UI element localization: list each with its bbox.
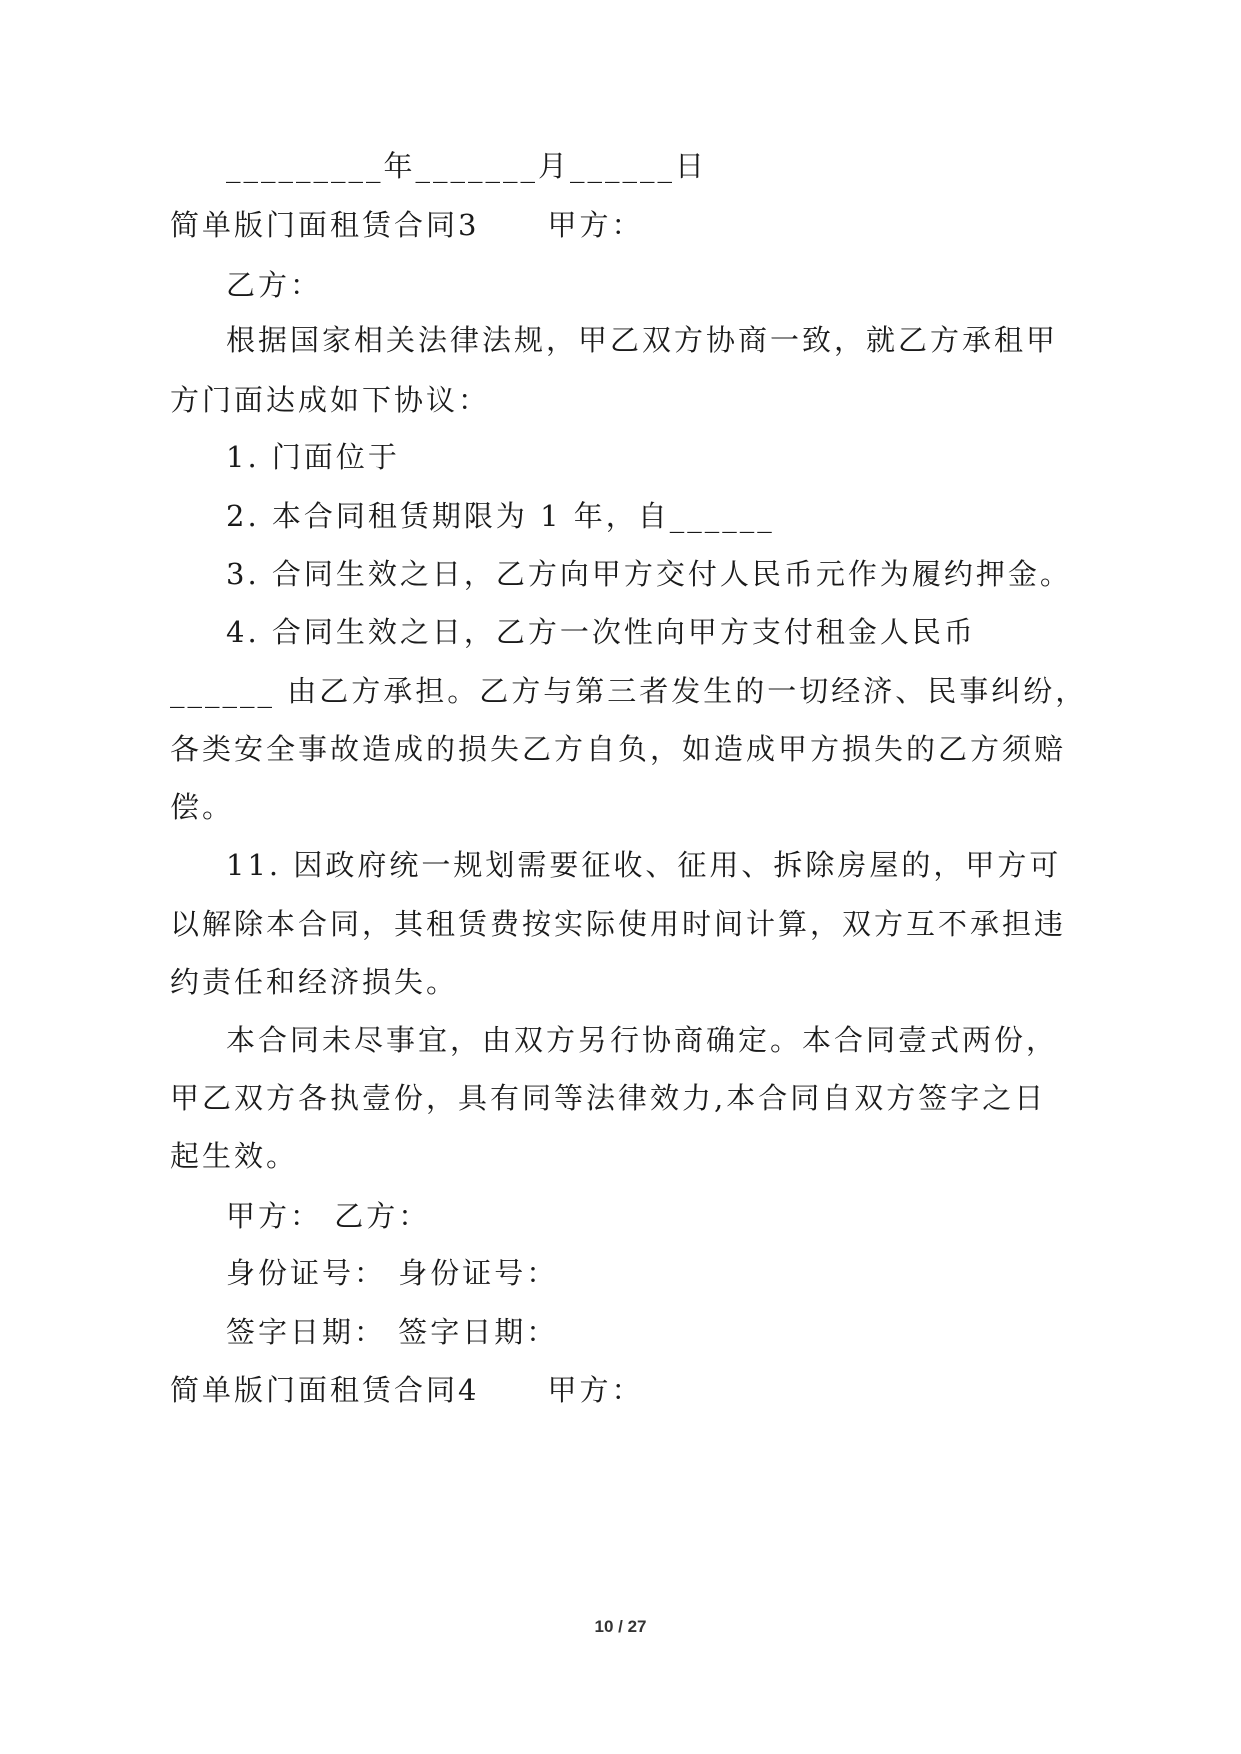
contract-3-title: 简单版门面租赁合同3 (170, 208, 480, 242)
signature-id-numbers: 身份证号： 身份证号： (226, 1256, 559, 1290)
clause-4-line-4: 偿。 (170, 790, 235, 824)
contract-3-intro-line-2: 方门面达成如下协议： (170, 383, 491, 417)
clause-3: 3. 合同生效之日，乙方向甲方交付人民币元作为履约押金。 (226, 557, 1072, 591)
contract-4-party-a: 甲方： (547, 1373, 644, 1407)
closing-line-1: 本合同未尽事宜，由双方另行协商确定。本合同壹式两份， (226, 1023, 1059, 1057)
clause-11-line-3: 约责任和经济损失。 (170, 965, 459, 999)
date-line: _________年_______月______日 (226, 149, 708, 183)
clause-2: 2. 本合同租赁期限为 1 年，自______ (226, 499, 775, 533)
page-number: 10 / 27 (594, 1617, 647, 1636)
signature-parties: 甲方： 乙方： (226, 1199, 431, 1233)
contract-3-party-a: 甲方： (547, 208, 644, 242)
clause-4-line-2: ______ 由乙方承担。乙方与第三者发生的一切经济、民事纠纷， (170, 674, 1088, 708)
signature-dates: 签字日期： 签字日期： (226, 1315, 559, 1349)
contract-4-heading (170, 1370, 643, 1410)
clause-11-line-1: 11. 因政府统一规划需要征收、征用、拆除房屋的，甲方可 (226, 848, 1062, 882)
clause-1: 1. 门面位于 (226, 440, 400, 474)
clause-4-line-3: 各类安全事故造成的损失乙方自负，如造成甲方损失的乙方须赔 (170, 732, 1067, 766)
closing-line-2: 甲乙双方各执壹份，具有同等法律效力,本合同自双方签字之日 (170, 1081, 1047, 1115)
contract-4-title: 简单版门面租赁合同4 (170, 1373, 480, 1407)
clause-11-line-2: 以解除本合同，其租赁费按实际使用时间计算，双方互不承担违 (170, 907, 1067, 941)
contract-3-heading (170, 205, 643, 245)
closing-line-3: 起生效。 (170, 1139, 299, 1173)
contract-3-party-b: 乙方： (226, 268, 323, 302)
clause-4-line-1: 4. 合同生效之日，乙方一次性向甲方支付租金人民币 (226, 615, 976, 649)
contract-3-intro-line-1: 根据国家相关法律法规，甲乙双方协商一致，就乙方承租甲 (226, 323, 1059, 357)
